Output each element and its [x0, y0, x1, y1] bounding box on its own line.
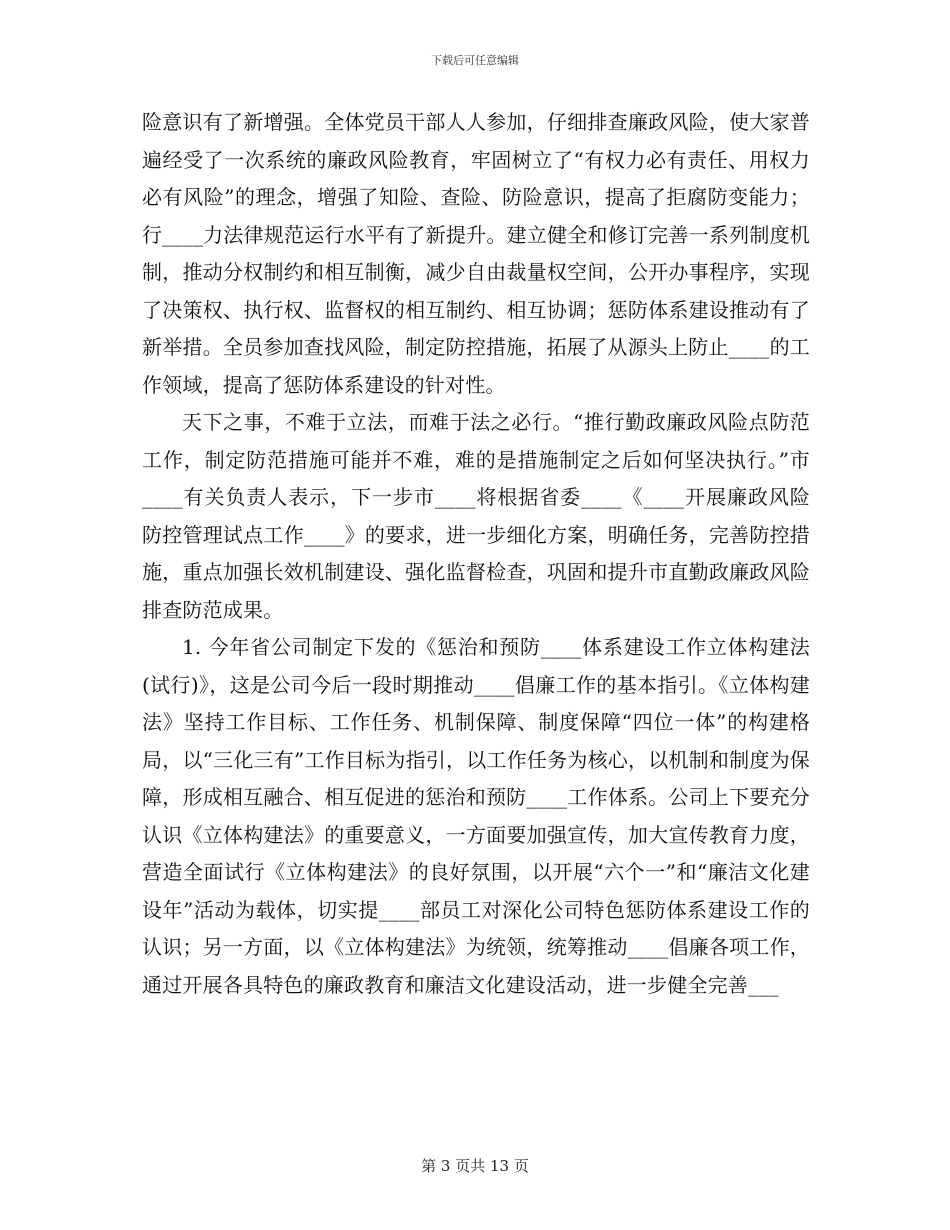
- paragraph-3: 1. 今年省公司制定下发的《惩治和预防____体系建设工作立体构建法(试行)》，这是公司今后一段时期推动____倡廉工作的基本指引。《立体构建法》坚持工作目标、工作任务、机制保障、制度保障“四位一体”的构建格局，以“三化三有”工作目标为指引，以工作任务为核心，以机制和制度为保障，形成相互融合、相互促进的惩治和预防____工作体系。公司上下要充分认识《立体构建法》的重要意义，一方面要加强宣传，加大宣传教育力度，营造全面试行《立体构建法》的良好氛围，以开展“六个一”和“廉洁文化建设年”活动为载体，切实提____部员工对深化公司特色惩防体系建设工作的认识；另一方面，以《立体构建法》为统领，统筹推动____倡廉各项工作，通过开展各具特色的廉政教育和廉洁文化建设活动，进一步健全完善___: [142, 635, 810, 997]
- page-footer: 第 3 页共 13 页: [421, 1157, 529, 1175]
- page-header: 下载后可任意编辑: [431, 54, 519, 67]
- paragraph-2: 天下之事，不难于立法，而难于法之必行。“推行勤政廉政风险点防范工作，制定防范措施可能并不难，难的是措施制定之后如何坚决执行。”市____有关负责人表示，下一步市____将根据省委____《____开展廉政风险防控管理试点工作____》的要求，进一步细化方案，明确任务，完善防控措施，重点加强长效机制建设、强化监督检查，巩固和提升市直勤政廉政风险排查防范成果。: [142, 410, 810, 622]
- paragraph-1: 险意识有了新增强。全体党员干部人人参加，仔细排查廉政风险，使大家普遍经受了一次系统的廉政风险教育，牢固树立了“有权力必有责任、用权力必有风险”的理念，增强了知险、查险、防险意识，提高了拒腐防变能力；行____力法律规范运行水平有了新提升。建立健全和修订完善一系列制度机制，推动分权制约和相互制衡，减少自由裁量权空间，公开办事程序，实现了决策权、执行权、监督权的相互制约、相互协调；惩防体系建设推动有了新举措。全员参加查找风险，制定防控措施，拓展了从源头上防止____的工作领域，提高了惩防体系建设的针对性。: [142, 110, 810, 397]
- document-body: [142, 104, 810, 1004]
